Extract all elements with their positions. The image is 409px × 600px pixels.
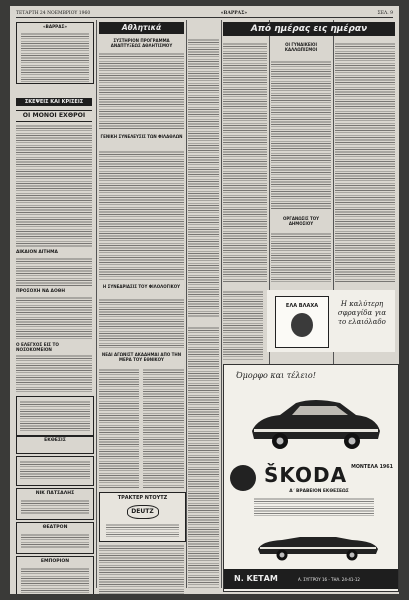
ad-skoda xyxy=(223,364,399,592)
notice-box-theatro xyxy=(16,522,94,554)
box-title: ΕΚΘΕΣΙΣ xyxy=(44,438,66,443)
article-heading: Η ΣΥΝΕΔΡΙΑΣΙΣ ΤΟΥ ΦΙΛΟΛΟΓΙΚΟΥ xyxy=(102,284,181,289)
ad-title: ΤΡΑΚΤΕΡ ΝΤΟΥΤΖ xyxy=(117,495,168,501)
dealer-address: Α. ΣΥΓΓΡΟΥ 16 - ΤΗΛ. 24-41-12 xyxy=(298,577,360,582)
left-column xyxy=(16,20,94,590)
article-heading: ΝΕΑΙ ΑΓΩΝΙΣΤ ΑΚΑΔΗΜΑΙ ΑΠΟ ΤΗΝ ΜΕΡΑ ΤΟΥ ΕΘΝΙΚΟΥ xyxy=(101,352,182,362)
masthead: «ΒΑΡΡΑΣ» xyxy=(220,10,248,16)
ad-olive-oil xyxy=(267,290,395,352)
article-body xyxy=(16,124,92,248)
column-rule xyxy=(96,20,97,588)
left-notice-text xyxy=(21,32,89,82)
skoda-details xyxy=(254,497,374,517)
left-notice-box xyxy=(16,22,94,84)
section-title-skepseis: ΣΚΕΨΕΙΣ ΚΑΙ ΚΡΙΣΕΙΣ xyxy=(16,98,92,106)
narrow-column xyxy=(188,20,219,590)
article-heading: ΟΙ ΓΥΝΑΙΚΕΙΟΙ ΚΑΛΛΩΠΙΣΜΟΙ xyxy=(284,42,318,52)
article-heading: ΠΡΟΣΟΧΗ ΝΑ ΔΟΘΗ xyxy=(16,289,66,294)
car-sedan-image xyxy=(244,387,384,457)
oil-slogan: Η καλύτερη σφραγίδα για το ελαιόλαδο xyxy=(337,300,387,326)
article-body xyxy=(223,290,263,360)
car-slogan: Όμορφο και τέλειο! xyxy=(236,371,316,380)
notice-box-emporio xyxy=(16,556,94,594)
date-line: ΤΕΤΑΡΤΗ 24 ΝΟΕΜΒΡΙΟΥ 1960 xyxy=(16,10,91,16)
article-body xyxy=(16,296,92,340)
article-body xyxy=(223,42,267,282)
dealer-bar xyxy=(224,569,398,589)
box-title: ΝΙΚ ΠΑΤΣΑΛΗΣ xyxy=(35,491,75,496)
section-title-athlitika: Αθλητικά xyxy=(99,22,184,34)
column-rule xyxy=(186,20,187,588)
skoda-award: Α΄ ΒΡΑΒΕΙΟΝ ΕΚΘΕΣΕΩΣ xyxy=(289,489,349,494)
results-list xyxy=(188,326,219,588)
article-title-echthroi: ΟΙ ΜΟΝΟΙ ΕΧΘΡΟΙ xyxy=(16,110,92,122)
article-body xyxy=(335,42,395,282)
article-body xyxy=(271,232,331,282)
article-heading: ΣΥΣΤΗΡΙΟΝ ΠΡΟΓΡΑΜΜΑ ΑΝΑΠΤΥΞΕΩΣ ΑΘΛΗΤΙΣΜΟΥ xyxy=(110,38,173,48)
article-body xyxy=(99,150,184,280)
notice-box-ektheseis xyxy=(16,436,94,454)
article-body xyxy=(99,544,184,594)
article-heading: ΓΕΝΙΚΗ ΣΥΝΕΛΕΥΣΙΣ ΤΩΝ ΦΙΛΑΘΛΩΝ xyxy=(100,134,183,139)
article-body xyxy=(99,368,139,488)
notice-box-patsalis xyxy=(16,488,94,520)
article-body xyxy=(99,52,184,130)
page-number: ΣΕΛ. 9 xyxy=(377,10,393,16)
article-body xyxy=(16,354,92,392)
skoda-emblem-icon xyxy=(230,465,256,491)
article-body xyxy=(16,257,92,287)
results-list xyxy=(188,38,219,318)
notice-box xyxy=(16,456,94,486)
skoda-models: ΜΟΝΤΕΛΑ 1961 xyxy=(351,465,393,470)
box-title: ΕΜΠΟΡΙΟΝ xyxy=(40,559,70,564)
article-body xyxy=(271,60,331,210)
article-body xyxy=(143,368,184,488)
oil-tin-image xyxy=(275,296,329,348)
deutz-logo: DEUTZ xyxy=(127,505,159,519)
middle-column xyxy=(99,20,184,590)
article-heading: ΔΙΚΑΙΟΝ ΑΙΤΗΜΑ xyxy=(16,250,58,255)
article-heading: ΟΡΓΑΝΩΣΙΣ ΤΟΥ ΔΗΜΟΣΙΟΥ xyxy=(282,216,320,226)
notice-box xyxy=(16,396,94,436)
newspaper-page xyxy=(10,6,399,594)
page-header-line xyxy=(16,9,393,18)
ad-deutz xyxy=(99,492,186,542)
section-title-imeres: Από ημέρας εις ημέραν xyxy=(223,22,395,36)
dealer-name: Ν. ΚΕΤΑΜ xyxy=(234,574,278,583)
car-convertible-image xyxy=(252,523,382,563)
oil-brand: ΕΛΑ ΒΛΑΧΑ xyxy=(285,303,319,309)
left-notice-title: «ΒΑΡΡΑΣ» xyxy=(42,24,68,29)
right-section xyxy=(223,20,397,590)
box-title: ΘΕΑΤΡΟΝ xyxy=(42,525,68,530)
article-body xyxy=(99,298,184,348)
article-heading: Ο ΕΛΕΓΧΟΣ ΕΙΣ ΤΟ ΝΟΣΟΚΟΜΕΙΟΝ xyxy=(16,342,59,352)
column-rule xyxy=(221,20,222,588)
skoda-brand: ŠKODA xyxy=(264,463,348,487)
